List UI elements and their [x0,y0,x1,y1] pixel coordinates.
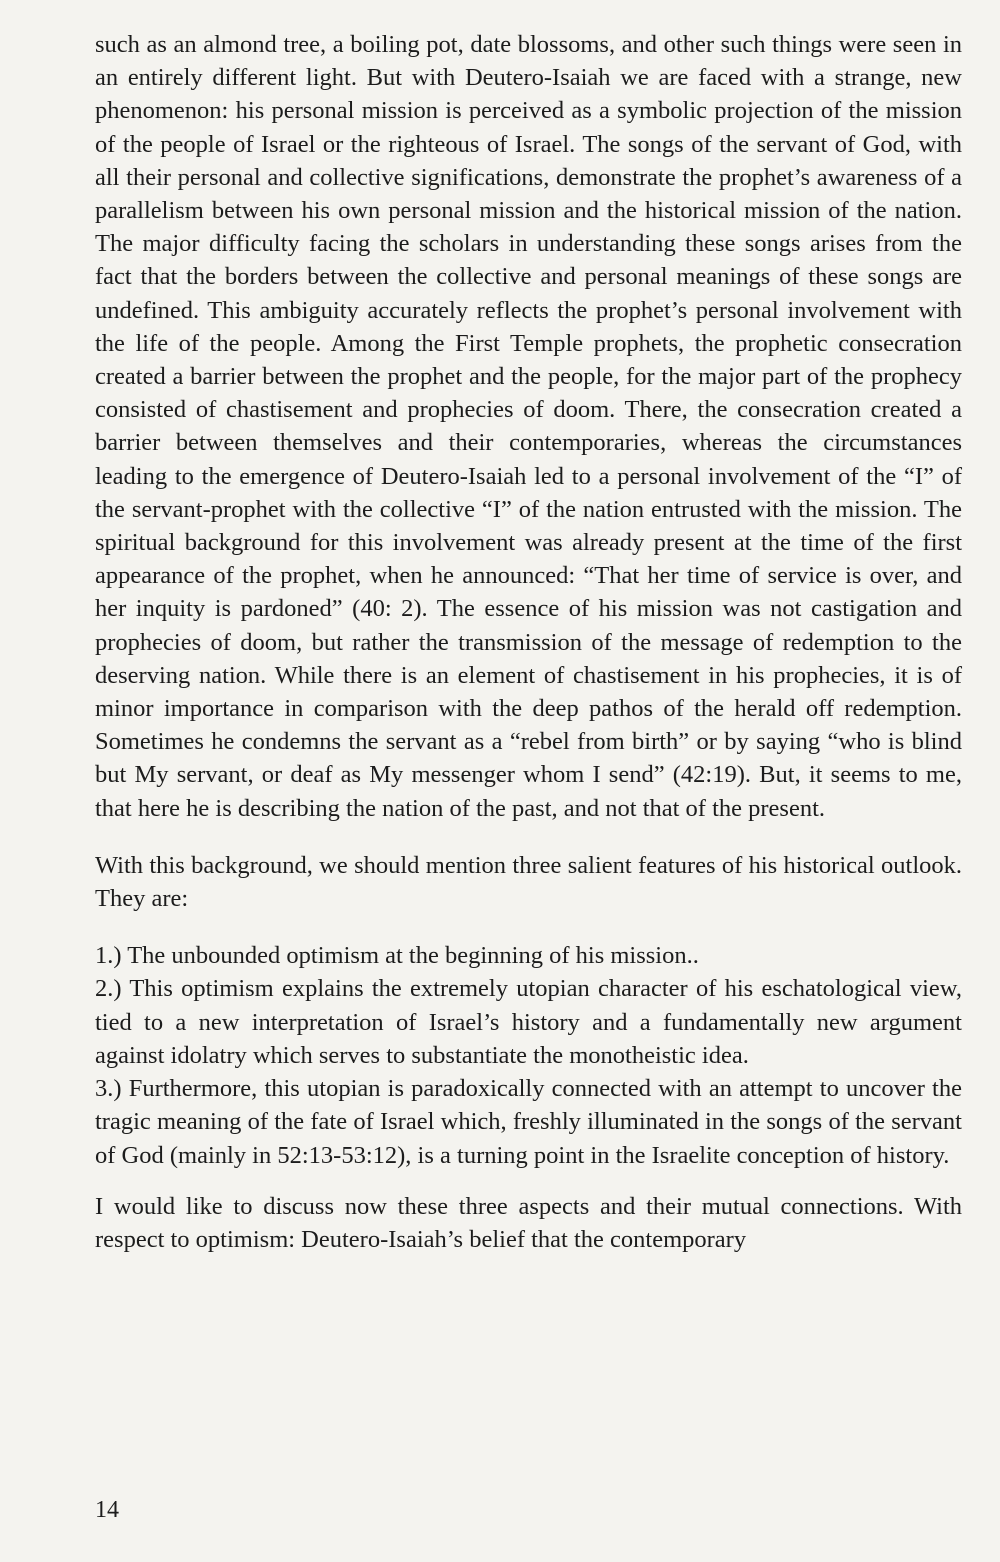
page-body [95,28,962,1256]
list-item: 1.) The unbounded optimism at the beginning of his mission.. [95,942,699,970]
body-paragraph: such as an almond tree, a boiling pot, date blossoms, and other such things were seen in an entirely different light. But with Deutero-Isaiah we are faced with a strange, new phenomenon: his personal mission is perceived as a symbolic projection of the mission of the people of Israel or the righteous of Israel. The songs of the servant of God, with all their personal and collective significations, demonstrate the prophet’s awareness of a parallelism between his own personal mission and the historical mission of the nation. The major difficulty facing the scholars in understanding these songs arises from the fact that the borders between the collective and personal meanings of these songs are undefined. This ambiguity accurately reflects the prophet’s personal involvement with the life of the people. Among the First Temple prophets, the prophetic consecration created a barrier between the prophet and the people, for the major part of the prophecy consisted of chastisement and prophecies of doom. There, the consecration created a barrier between themselves and their contemporaries, whereas the circumstances leading to the emergence of Deutero-Isaiah led to a personal involvement of the “I” of the servant-prophet with the collective “I” of the nation entrusted with the mission. The spiritual background for this involvement was already present at the time of the first appearance of the prophet, when he announced: “That her time of service is over, and her inquity is pardoned” (40: 2). The essence of his mission was not castigation and prophecies of doom, but rather the transmission of the message of redemption to the deserving nation. While there is an element of chastisement in his prophecies, it is of minor importance in comparison with the deep pathos of the herald off redemption. Sometimes he condemns the servant as a “rebel from birth” or by saying “who is blind but My servant, or deaf as My messenger whom I send” (42:19). But, it seems to me, that here he is describing the nation of the past, and not that of the present. [95,31,962,822]
body-paragraph: I would like to discuss now these three aspects and their mutual connections. With respect to optimism: Deutero-Isaiah’s belief that the contemporary [95,1192,962,1253]
list-item: 3.) Furthermore, this utopian is paradoxically connected with an attempt to uncover the tragic meaning of the fate of Israel which, freshly illuminated in the songs of the servant of God (mainly in 52:13-53:12), is a turning point in the Israelite conception of history. [95,1075,962,1169]
numbered-list [95,939,962,1171]
body-paragraph: With this background, we should mention three salient features of his historical outlook. They are: [95,851,962,913]
list-item: 2.) This optimism explains the extremely utopian character of his eschatological view, tied to a new interpretation of Israel’s history and a fundamentally new argument against idolatry which serves to substantiate the monotheistic idea. [95,975,962,1069]
page-number: 14 [95,1497,119,1523]
